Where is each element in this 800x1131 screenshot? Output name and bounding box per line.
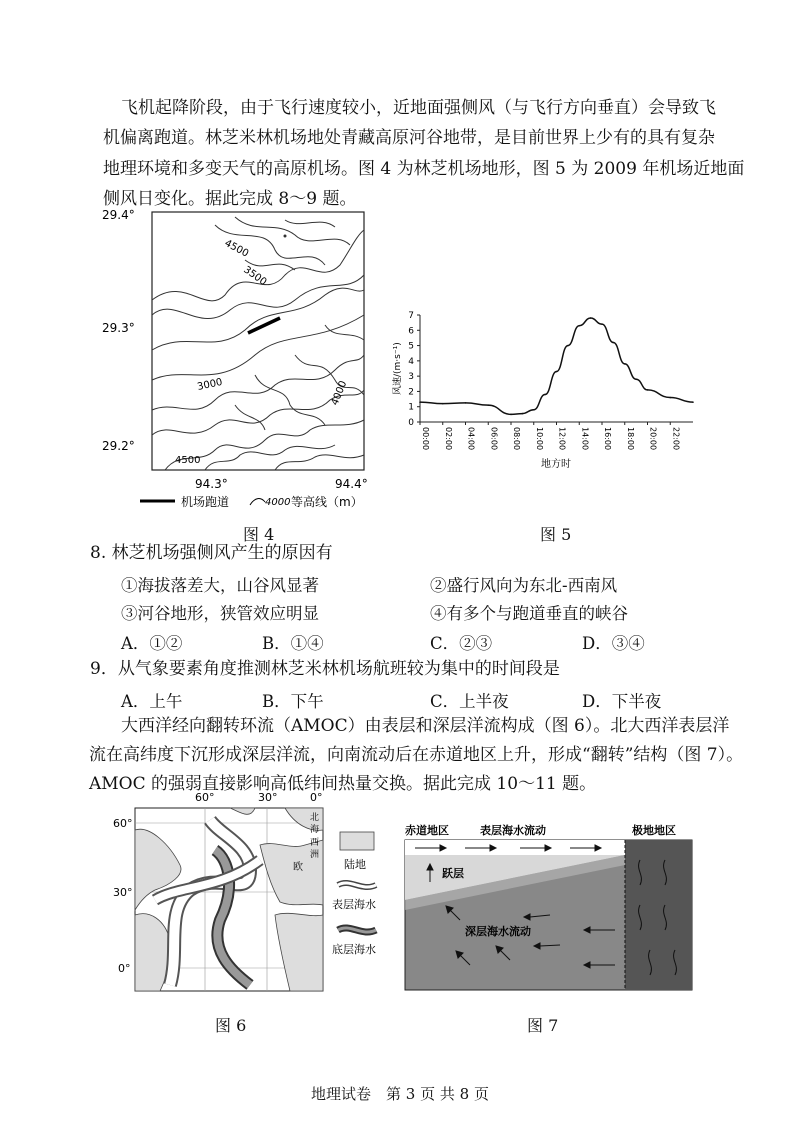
x-tick-label: 06:00 (489, 427, 499, 451)
wind-speed-point (601, 323, 603, 325)
y-tick-label: 2 (408, 387, 414, 398)
contour-label-1: 4500 (222, 237, 251, 260)
figure-5-wind-chart (390, 295, 700, 475)
x-tick-label: 12:00 (557, 427, 567, 451)
fig6-map-label-north: 北 (310, 813, 320, 823)
intro2-line-1: 大西洋经向翻转环流（AMOC）由表层和深层洋流构成（图 6）。北大西洋表层洋 (121, 716, 730, 736)
fig5-xlabel: 地方时 (541, 459, 571, 470)
q9-choice-b[interactable]: B．下午 (262, 692, 324, 711)
y-tick-label: 5 (408, 341, 414, 352)
x-tick-label: 04:00 (466, 427, 476, 451)
lon-label-94-4: 94.4° (335, 477, 368, 491)
wind-speed-point (556, 371, 558, 373)
figure-7-caption: 图 7 (527, 1016, 559, 1035)
y-tick-label: 7 (408, 311, 414, 321)
figure-6-amoc-map (110, 790, 400, 1010)
figure-5-caption: 图 5 (540, 525, 572, 544)
legend-runway: 机场跑道 (181, 495, 230, 509)
lat-label-29-2: 29.2° (102, 439, 135, 453)
x-tick-label: 10:00 (534, 427, 544, 451)
q8-stem: 8. 林芝机场强侧风产生的原因有 (90, 543, 333, 563)
wind-speed-series-line (420, 318, 693, 414)
intro2-line-3: AMOC 的强弱直接影响高低纬间热量交换。据此完成 10～11 题。 (89, 774, 597, 794)
fig6-legend-bottom: 底层海水 (332, 943, 376, 956)
fig6-map-label-west: 西 (310, 838, 320, 848)
q9-choice-a[interactable]: A．上午 (121, 692, 183, 711)
lon-label-94-3: 94.3° (195, 477, 228, 491)
q8-item-1: ①海拔落差大，山谷风显著 (121, 576, 319, 595)
lat-label-29-4: 29.4° (102, 208, 135, 222)
fig5-ylabel: 风速/(m·s⁻¹) (393, 342, 403, 395)
q8-item-4: ④有多个与跑道垂直的峡谷 (430, 604, 628, 623)
wind-speed-point (533, 409, 535, 411)
y-tick-label: 6 (408, 326, 414, 337)
x-tick-label: 02:00 (443, 427, 453, 451)
q8-choice-a[interactable]: A．①② (121, 634, 183, 653)
intro-line-3: 地理环境和多变天气的高原机场。图 4 为林芝机场地形，图 5 为 2009 年机场近地面 (103, 159, 745, 179)
fig6-legend-land: 陆地 (344, 858, 366, 871)
fig7-polar: 极地地区 (632, 824, 676, 837)
wind-speed-point (613, 342, 615, 344)
fig6-lat-0: 0° (118, 962, 131, 975)
q8-item-2: ②盛行风向为东北-西南风 (430, 576, 618, 595)
figure-4-caption: 图 4 (243, 525, 275, 544)
fig6-legend-surface: 表层海水 (332, 898, 376, 911)
q8-choice-c[interactable]: C．②③ (430, 634, 493, 653)
q8-choice-b[interactable]: B．①④ (262, 634, 324, 653)
wind-speed-point (692, 401, 694, 403)
x-tick-label: 18:00 (625, 427, 635, 451)
contour-label-4: 4000 (329, 379, 350, 408)
intro-line-4: 侧风日变化。据此完成 8～9 题。 (103, 189, 357, 209)
wind-speed-point (578, 325, 580, 327)
q9-choice-c[interactable]: C．上半夜 (430, 692, 509, 711)
intro-line-2: 机偏离跑道。林芝米林机场地处青藏高原河谷地带，是目前世界上少有的具有复杂 (103, 128, 715, 148)
y-tick-label: 0 (408, 418, 414, 428)
contour-label-3: 3000 (196, 376, 224, 393)
wind-speed-point (635, 378, 637, 380)
wind-speed-point (669, 397, 671, 399)
fig6-lon-30: 30° (258, 791, 278, 804)
x-tick-label: 00:00 (421, 427, 430, 451)
x-tick-label: 16:00 (603, 427, 612, 451)
q9-stem: 9．从气象要素角度推测林芝米林机场航班较为集中的时间段是 (90, 659, 560, 679)
wind-speed-point (442, 403, 444, 405)
figure-7-overturning-section (400, 820, 700, 1000)
x-tick-label: 14:00 (580, 427, 590, 451)
intro-line-1: 飞机起降阶段，由于飞行速度较小，近地面强侧风（与飞行方向垂直）会导致飞 (121, 98, 716, 118)
fig6-map-label-continent: 洲 (310, 850, 320, 860)
y-tick-label: 1 (408, 402, 414, 413)
wind-speed-point (419, 401, 421, 403)
wind-speed-point (624, 363, 626, 365)
contour-label-2: 3500 (241, 264, 269, 289)
y-tick-label: 3 (408, 372, 414, 383)
fig6-lat-30: 30° (113, 886, 133, 899)
x-tick-label: 22:00 (671, 427, 681, 451)
legend-contour: 等高线（m） (291, 495, 363, 509)
page-footer: 地理试卷 第 3 页 共 8 页 (311, 1085, 489, 1103)
wind-speed-point (465, 402, 467, 404)
fig6-lon-60: 60° (195, 791, 215, 804)
fig7-surface-flow: 表层海水流动 (480, 824, 546, 837)
figure-4-topo-map (95, 205, 385, 520)
x-tick-label: 08:00 (512, 427, 521, 451)
wind-speed-point (567, 345, 569, 347)
lat-label-29-3: 29.3° (102, 321, 135, 335)
fig6-lat-60: 60° (113, 817, 133, 830)
figure-6-caption: 图 6 (215, 1016, 247, 1035)
contour-label-5: 4500 (175, 455, 201, 466)
fig7-thermocline: 跃层 (442, 867, 464, 880)
wind-speed-point (522, 413, 524, 415)
fig7-equator: 赤道地区 (405, 824, 449, 837)
q8-item-3: ③河谷地形，狭管效应明显 (121, 604, 319, 623)
y-tick-label: 4 (408, 356, 414, 367)
wind-speed-point (647, 389, 649, 391)
q9-choice-d[interactable]: D．下半夜 (582, 692, 662, 711)
fig6-map-label-europe: 欧 (293, 862, 303, 873)
legend-contour-value: 4000 (265, 497, 291, 508)
wind-speed-point (590, 317, 592, 319)
fig6-lon-0: 0° (310, 791, 323, 804)
wind-speed-point (510, 414, 512, 416)
wind-speed-point (487, 404, 489, 406)
fig6-map-label-sea: 海 (310, 825, 320, 835)
fig7-deep-flow: 深层海水流动 (465, 925, 531, 938)
x-tick-label: 20:00 (648, 427, 658, 451)
wind-speed-point (544, 394, 546, 396)
q8-choice-d[interactable]: D．③④ (582, 634, 645, 653)
intro2-line-2: 流在高纬度下沉形成深层洋流，向南流动后在赤道地区上升，形成“翻转”结构（图 7）。 (89, 745, 744, 765)
